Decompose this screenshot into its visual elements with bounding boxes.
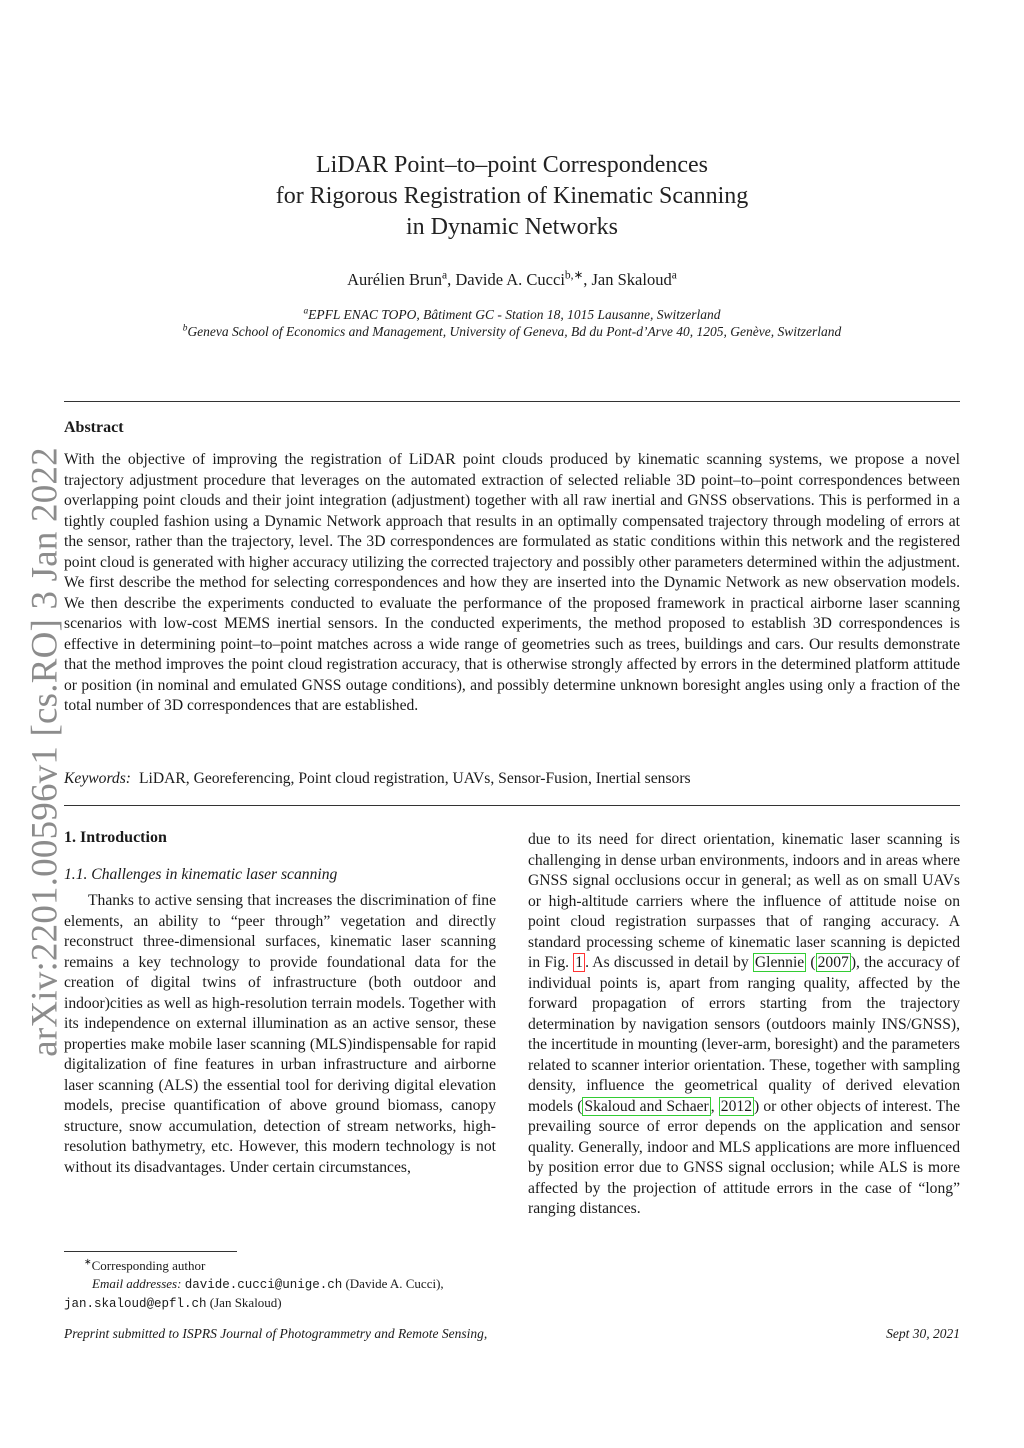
citation-link[interactable]: 2012 bbox=[720, 1097, 752, 1115]
footnote: ∗Corresponding author Email addresses: davide.cucci@unige.ch (Davide A. Cucci), jan.skaloud@epfl.ch (Jan Skaloud) bbox=[64, 1256, 444, 1311]
title-line: LiDAR Point–to–point Correspondences bbox=[316, 152, 708, 178]
affiliation: $^a$EPFL ENAC TOPO, Bâtiment GC - Station 18, 1015 Lausanne, Switzerland bbox=[303, 306, 721, 322]
keywords-label: Keywords: bbox=[64, 770, 131, 787]
title-line: in Dynamic Networks bbox=[406, 214, 618, 240]
author-name: Davide A. Cucci bbox=[455, 270, 565, 289]
abstract-heading: Abstract bbox=[64, 419, 124, 436]
title-line: for Rigorous Registration of Kinematic Scanning bbox=[275, 183, 749, 209]
arxiv-identifier: arXiv:2201.00596v1 [cs.RO] 3 Jan 2022 bbox=[24, 447, 66, 1057]
abstract-text: With the objective of improving the registration of LiDAR point clouds produced by kinematic scanning systems, we propose a novel trajectory adjustment procedure that leverages on the automated extraction of selected reliable 3D point–to–point correspondences between overlapping point clouds and their joint integration (adjustment) together with all raw inertial and GNSS observations. This is performed in a tightly coupled fashion using a Dynamic Network approach that results in an optimally compensated trajectory through modeling of errors at the sensor, rather than the trajectory, level. The 3D correspondences are formulated as static conditions within this network and the registered point cloud is generated with higher accuracy utilizing the corrected trajectory and possibly other parameters determined within the adjustment. We first describe the method for selecting correspondences and how they are inserted into the Dynamic Network as new observation models. We then describe the experiments conducted to evaluate the performance of the proposed framework in practical airborne laser scanning scenarios with low-cost MEMS inertial sensors. In the conducted experiments, the method proposed to establish 3D correspondences is effective in determining point–to–point matches across a wide range of geometries such as trees, buildings and cars. Our results demonstrate that the method improves the point cloud registration accuracy, that is otherwise strongly affected by errors in the determined platform attitude or position (in nominal and emulated GNSS outage conditions), and possibly determine unknown boresight angles using only a fraction of the total number of 3D correspondences that are established. bbox=[64, 451, 960, 714]
figure-link[interactable]: 1 bbox=[575, 954, 584, 971]
paper-title bbox=[160, 150, 864, 243]
author-list: Aurélien Brun$^a$, Davide A. Cucci$^{b,∗}$, Jan Skaloud$^a$ bbox=[347, 269, 677, 289]
left-column bbox=[64, 828, 496, 1178]
paragraph: due to its need for direct orientation, kinematic laser scanning is challenging in dense urban environments, indoors and in areas where GNSS signal occlusions occur in general; as well as on small UAVs or high-altitude carriers where the influence of attitude noise on point cloud registration surpasses that of ranging accuracy. A standard processing scheme of kinematic laser scanning is depicted in Fig. 1 . As discussed in detail by Glennie ( 2007 ), the accuracy of individual points is, apart from ranging quality, affected by the forward propagation of errors starting from the trajectory determination by navigation sensors (outdoors mainly INS/GNSS), the incertitude in mounting (lever-arm, boresight) and the parameters related to scanner interior orientation. These, together with sampling density, influence the geometrical quality of derived elevation models ( Skaloud and Schaer , 2012 ) or other objects of interest. The prevailing source of error depends on the application and sensor quality. Generally, indoor and MLS applications are more influenced by position error due to GNSS signal occlusion; while ALS is more affected by the projection of attitude errors in the case of “long” ranging distances. bbox=[528, 831, 961, 1217]
author-affil-mark: a bbox=[442, 269, 448, 282]
author-affil-mark: b,∗ bbox=[564, 269, 584, 282]
citation-link[interactable]: 2007 bbox=[817, 954, 849, 971]
paragraph: Thanks to active sensing that increases the discrimination of fine elements, an ability to “peer through” vegetation and directly reconstruct three-dimensional surfaces, kinematic laser scanning remains a key technology to provide foundational data for the creation of digital twins of infrastructure (both outdoor and indoor)cities as well as high-resolution terrain models. Together with its independence on external illumination as an active sensor, these properties make mobile laser scanning (MLS)indispensable for rapid digitalization of fine features in urban infrastructure and airborne laser scanning (ALS) the essential tool for deriving digital elevation models, precise quantification of above ground biomass, canopy structure, snow accumulation, detection of stream networks, high-resolution bathymetry, etc. However, this modern technology is not without its disadvantages. Under certain circumstances, bbox=[64, 892, 496, 1176]
divider bbox=[64, 805, 960, 806]
keywords bbox=[64, 770, 960, 788]
section-heading: 1. Introduction bbox=[64, 829, 167, 846]
email-link[interactable]: jan.skaloud@epfl.ch bbox=[64, 1297, 207, 1311]
citation-link[interactable]: Glennie bbox=[754, 954, 805, 971]
footer-journal: Preprint submitted to ISPRS Journal of Photogrammetry and Remote Sensing, bbox=[64, 1326, 488, 1341]
author-affil-mark: a bbox=[671, 269, 677, 282]
email-link[interactable]: davide.cucci@unige.ch bbox=[184, 1278, 343, 1292]
footnote-divider bbox=[64, 1251, 237, 1252]
keywords-text: LiDAR, Georeferencing, Point cloud registration, UAVs, Sensor-Fusion, Inertial sensors bbox=[139, 770, 691, 787]
affiliation: $^b$Geneva School of Economics and Management, University of Geneva, Bd du Pont-d’Arve 40, 1205, Genève, Switzerland bbox=[182, 323, 842, 339]
author-name: Aurélien Brun bbox=[347, 270, 442, 289]
author-name: Jan Skaloud bbox=[591, 270, 672, 289]
citation-link[interactable]: Skaloud and Schaer bbox=[584, 1097, 709, 1115]
footer-date: Sept 30, 2021 bbox=[886, 1326, 960, 1341]
divider bbox=[64, 401, 960, 402]
subsection-heading: 1.1. Challenges in kinematic laser scanning bbox=[64, 865, 338, 883]
right-column bbox=[528, 830, 960, 1220]
